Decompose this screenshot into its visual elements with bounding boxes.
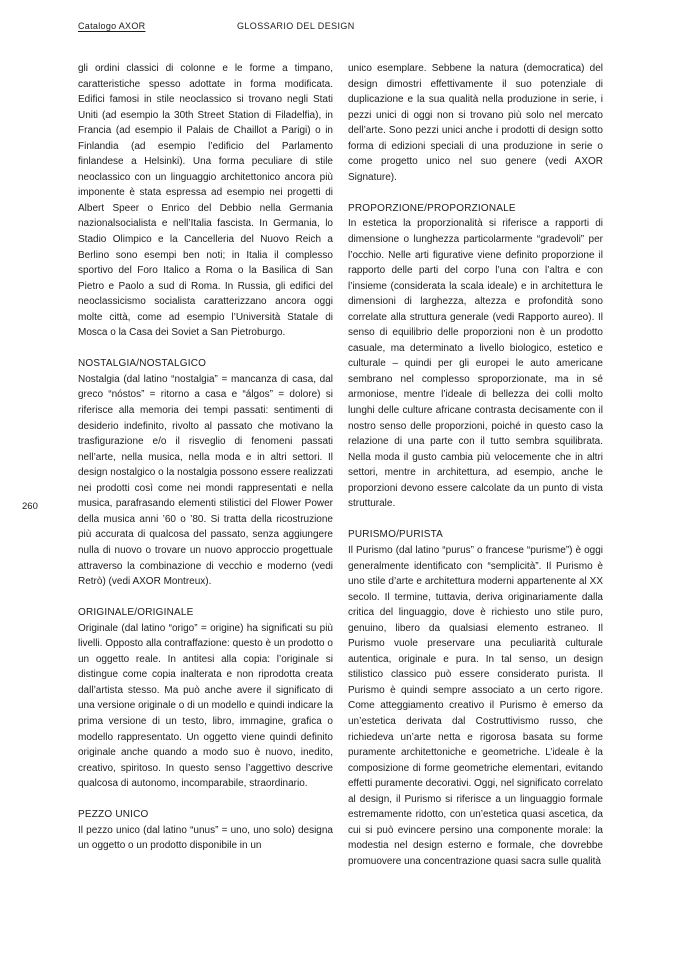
term-definition-originale: Originale (dal latino “origo” = origine) ha significati su più livelli. Opposto alla contraffazione: questo è un prodotto o un oggetto reale. In antitesi alla copia: l’originale si distingue come copia inalterata e non riprodotta creata dall’artista stesso. Ma può anche avere il significato di una versione originale o di un modello e quindi indicare la prima versione di un testo, libro, immagine, grafica o modello rappresentato. Un oggetto viene quindi definito originale anche quando a modo suo è nuovo, inedito, creativo, spiritoso. In questo senso l’aggettivo descrive qualcosa di autonomo, incomparabile, straordinario. [78,622,333,790]
catalog-name: Catalogo AXOR [78,21,146,31]
term-definition-purismo: Il Purismo (dal latino “purus” o francese “purisme”) è oggi generalmente identificato con “semplicità”. Il Purismo è uno stile d’arte e architettura moderni appartenente al XX secolo. Il termine, tuttavia, deriva originariamente dalla critica del linguaggio, dove è richiesto uno stile puro, genuino, libero da qualsiasi elemento estraneo. Il Purismo vuole preservare una peculiarità culturale autentica, originale e pura. In tal senso, un design stilistico classico può essere considerato purista. Il Purismo è quindi sempre associato a un certo rigore. Come atteggiamento creativo il Purismo è emerso da un’estetica derivata dal Costruttivismo russo, che richiedeva un’arte netta e rigorosa basata su forme puramente architettoniche e geometriche. L’ideale è la composizione di forme geometriche elementari, evitando effetti puramente decorativi. Oggi, nel significato correlato al design, il Purismo si riferisce a un linguaggio formale estremamente ridotto, con un’estetica quasi ascetica, da cui si può evincere persino una componente morale: la modestia nel design esterno e formale, che dovrebbe promuovere una concentrazione quasi sacra sulle qualità [348,544,603,867]
page-title: GLOSSARIO DEL DESIGN [237,21,355,31]
term-definition-nostalgia: Nostalgia (dal latino “nostalgia” = mancanza di casa, dal greco “nóstos” = ritorno a casa e “álgos” = dolore) si riferisce alla memoria dei tempi passati: sentimenti di desiderio indefinito, rivolto al passato che motivano la trasfigurazione e/o il risveglio di fenomeni passati nell’arte, nella musica, nella moda e in altri settori. Il design nostalgico o la nostalgia possono essere realizzati nei prodotti così come nei mondi rappresentati e nella musica, parafrasando elementi stilistici del Flower Power della musica anni ’60 o ’80. Si tratta della ricostruzione più accurata di qualcosa del passato, senza aggiungere nulla di nuovo o trovare un nuovo approccio progettuale attraverso la combinazione di vecchio e moderno (vedi Retrò) (vedi AXOR Montreux). [78,373,333,588]
term-heading-purismo: PURISMO/PURISTA [348,529,444,541]
term-heading-originale: ORIGINALE/ORIGINALE [78,607,194,619]
page-number: 260 [22,501,38,512]
right-column [348,61,603,869]
term-definition-pezzo-unico: Il pezzo unico (dal latino “unus” = uno, uno solo) designa un oggetto o un prodotto disponibile in un [78,824,333,852]
glossary-columns [78,61,603,869]
left-column [78,61,333,869]
term-heading-pezzo-unico: PEZZO UNICO [78,809,149,821]
continuation-paragraph: unico esemplare. Sebbene la natura (democratica) del design dimostri effettivamente il suo potenziale di duplicazione e la sua qualità nella produzione in serie, i pezzi unici di oggi non si trovano più solo nel mercato dell’arte. Sono pezzi unici anche i prodotti di design sotto forma di edizioni speciali di una produzione in serie o come progetto unico nel suo genere (vedi AXOR Signature). [348,63,603,183]
intro-paragraph: gli ordini classici di colonne e le forme a timpano, caratteristiche spesso adottate in forma modificata. Edifici famosi in stile neoclassico si trovano negli Stati Uniti (ad esempio la 30th Street Station di Filadelfia), in Francia (ad esempio il Palais de Chaillot a Parigi) o in Finlandia (ad esempio l’edificio del Parlamento finlandese a Helsinki). Una forma peculiare di stile neoclassico con un linguaggio architettonico ancora più imponente è stata espressa ad esempio nei progetti di Albert Speer o Enrico del Debbio nella Germania nazionalsocialista e nell’Italia fascista. In Germania, lo Stadio Olimpico e la Cancelleria del Nuovo Reich a Berlino sono esempi ben noti; in Italia il complesso sportivo del Foro Italico a Roma o la Basilica di San Pietro e Paolo a sud di Roma. In Russia, gli edifici del neoclassicismo socialista caratterizzano ancora oggi molte città, come ad esempio l’Università Statale di Mosca o la Casa dei Soviet a San Pietroburgo. [78,63,333,339]
term-definition-proporzione: In estetica la proporzionalità si riferisce a rapporti di dimensione o lunghezza particolarmente “gradevoli” per l’occhio. Nelle arti figurative viene definito proporzione il rapporto delle parti del corpo l’una con l’altra e con l’insieme (considerata la scala ideale) e in architettura le dimensioni di larghezza, altezza e profondità sono correlate alla struttura generale (vedi Rapporto aureo). Il senso di equilibrio delle proporzioni non è un prodotto casuale, ma determinato a livello biologico, estetico e culturale – quindi per gli europei le auto americane sembrano nel complesso sproporzionate, ma in sé armoniose, mentre l’ideale di bellezza dei colli molto lunghi delle culture africane contrasta decisamente con il nostro senso delle proporzioni, poiché in questo caso la relazione di una parte con il tutto sembra squilibrata. Nella moda il gusto cambia più velocemente che in altri settori, mentre in architettura, ad esempio, anche le proporzioni devono essere calcolate da un punto di vista strutturale. [348,218,603,510]
term-heading-proporzione: PROPORZIONE/PROPORZIONALE [348,202,516,214]
term-heading-nostalgia: NOSTALGIA/NOSTALGICO [78,358,207,370]
